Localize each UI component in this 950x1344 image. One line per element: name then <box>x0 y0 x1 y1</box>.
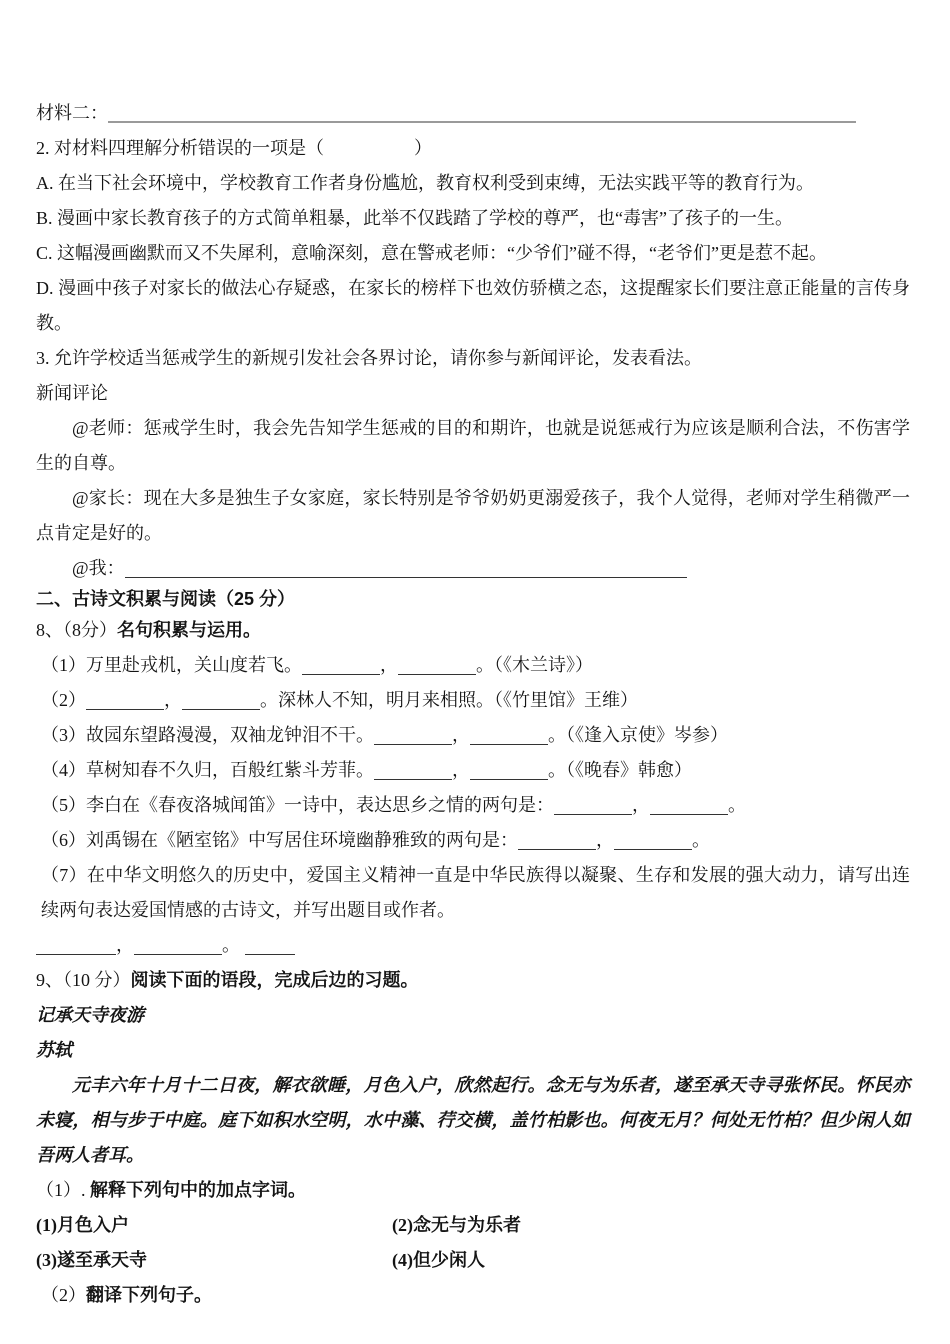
q8-item-5-post: 。 <box>728 795 746 815</box>
q8-item-1-pre: （1）万里赴戎机，关山度若飞。 <box>41 655 302 675</box>
q8-item-7: （7）在中华文明悠久的历史中，爱国主义精神一直是中华民族得以凝聚、生存和发展的强大动力，请写出连续两句表达爱国情感的古诗文，并写出题目或作者。 <box>41 865 910 920</box>
q8-item-3-pre: （3）故园东望路漫漫，双袖龙钟泪不干。 <box>41 725 374 745</box>
section-2-title: 二、古诗文积累与阅读（25 分） <box>36 589 296 609</box>
news-comment-title: 新闻评论 <box>36 383 108 403</box>
question-9-title: 阅读下面的语段，完成后边的习题。 <box>130 970 419 990</box>
passage-title: 记承天寺夜游 <box>36 1005 144 1025</box>
q8-item-2-mid: ， <box>164 690 182 710</box>
q8-item-5 <box>36 788 910 823</box>
q8-item-6-blank-1 <box>518 831 596 850</box>
q9-sub2-number: （2） <box>41 1285 86 1305</box>
q9-term-1: (1)月色入户 <box>36 1215 129 1235</box>
q8-item-7-answer-line <box>36 928 910 963</box>
question-3-stem: 3. 允许学校适当惩戒学生的新规引发社会各界讨论，请你参与新闻评论，发表看法。 <box>36 348 702 368</box>
q8-item-7-answer-end: 。 <box>222 935 240 955</box>
q8-item-4-pre: （4）草树知春不久归，百般红紫斗芳菲。 <box>41 760 374 780</box>
q9-sub1-terms-row-1 <box>36 1208 910 1243</box>
question-2-option-a: A. 在当下社会环境中，学校教育工作者身份尴尬，教育权利受到束缚，无法实践平等的教育行为。 <box>36 173 814 193</box>
material2-label: 材料二： <box>36 103 108 123</box>
q9-sub2-header <box>36 1278 910 1313</box>
q8-item-2 <box>36 683 910 718</box>
q8-item-6 <box>36 823 910 858</box>
q9-sub2-title: 翻译下列句子。 <box>86 1285 212 1305</box>
q9-term-4: (4)但少闲人 <box>392 1250 485 1270</box>
passage-author: 苏轼 <box>36 1040 72 1060</box>
q8-item-2-blank-1 <box>86 691 164 710</box>
q8-item-1-blank-2 <box>398 656 476 675</box>
q9-sub1-terms-row-2 <box>36 1243 910 1278</box>
q8-item-5-blank-2 <box>650 796 728 815</box>
question-2-option-c: C. 这幅漫画幽默而又不失犀利，意喻深刻，意在警戒老师：“少爷们”碰不得，“老爷们”更是惹不起。 <box>36 243 827 263</box>
q8-item-2-pre: （2） <box>41 690 86 710</box>
me-comment-answer-blank <box>125 559 687 578</box>
question-2-option-b: B. 漫画中家长教育孩子的方式简单粗暴，此举不仅践踏了学校的尊严，也“毒害”了孩子的一生。 <box>36 208 793 228</box>
question-8-title: 名句积累与运用。 <box>117 620 261 640</box>
question-2-stem: 2. 对材料四理解分析错误的一项是（ ） <box>36 138 432 158</box>
me-comment-line <box>36 551 910 586</box>
q8-item-1-blank-1 <box>302 656 380 675</box>
question-8-number: 8、（8分） <box>36 620 117 640</box>
q8-item-1 <box>36 648 910 683</box>
material2-answer-blank <box>108 103 856 123</box>
q8-item-3-mid: ， <box>452 725 470 745</box>
q8-item-5-blank-1 <box>554 796 632 815</box>
q9-sub1-title: 解释下列句中的加点字词。 <box>90 1180 306 1200</box>
question-2-option-d: D. 漫画中孩子对家长的做法心存疑惑，在家长的榜样下也效仿骄横之态，这提醒家长们要注意正能量的言传身教。 <box>36 278 910 333</box>
q8-item-4-blank-1 <box>374 761 452 780</box>
q9-term-3: (3)遂至承天寺 <box>36 1250 147 1270</box>
q9-sub1-header <box>36 1173 910 1208</box>
question-8-header <box>36 613 910 648</box>
q8-item-6-pre: （6）刘禹锡在《陋室铭》中写居住环境幽静雅致的两句是： <box>41 830 518 850</box>
q8-item-7-answer-mid: ， <box>116 935 134 955</box>
q8-item-1-mid: ， <box>380 655 398 675</box>
me-comment-label: @我： <box>72 558 125 578</box>
q8-item-7-blank-1 <box>36 936 116 955</box>
question-9-header <box>36 963 910 998</box>
q8-item-4-mid: ， <box>452 760 470 780</box>
q8-item-1-post: 。（《木兰诗》） <box>476 655 593 675</box>
q8-item-4-post: 。（《晚春》韩愈） <box>548 760 692 780</box>
q8-item-2-blank-2 <box>182 691 260 710</box>
q8-item-3-post: 。（《逢入京使》岑参） <box>548 725 728 745</box>
q8-item-7-blank-2 <box>134 936 222 955</box>
q8-item-3-blank-2 <box>470 726 548 745</box>
parent-comment: @家长：现在大多是独生子女家庭，家长特别是爷爷奶奶更溺爱孩子，我个人觉得，老师对学生稍微严一点肯定是好的。 <box>36 488 910 543</box>
q8-item-4-blank-2 <box>470 761 548 780</box>
q9-sub1-number: （1）. <box>36 1180 90 1200</box>
q9-term-2: (2)念无与为乐者 <box>392 1215 521 1235</box>
q8-item-7-blank-3 <box>245 936 295 955</box>
question-9-number: 9、（10 分） <box>36 970 131 990</box>
q8-item-6-post: 。 <box>692 830 710 850</box>
q8-item-6-mid: ， <box>596 830 614 850</box>
teacher-comment: @老师：惩戒学生时，我会先告知学生惩戒的目的和期许，也就是说惩戒行为应该是顺利合法，不伤害学生的自尊。 <box>36 418 910 473</box>
q8-item-2-post: 。深林人不知，明月来相照。（《竹里馆》王维） <box>260 690 638 710</box>
material2-line <box>36 96 910 131</box>
q8-item-6-blank-2 <box>614 831 692 850</box>
q8-item-3 <box>36 718 910 753</box>
passage-body: 元丰六年十月十二日夜，解衣欲睡，月色入户，欣然起行。念无与为乐者，遂至承天寺寻张怀民。怀民亦未寝，相与步于中庭。庭下如积水空明，水中藻、荇交横，盖竹柏影也。何夜无月？何处无竹柏？但少闲人如吾两人者耳。 <box>36 1075 910 1165</box>
q8-item-3-blank-1 <box>374 726 452 745</box>
q8-item-5-pre: （5）李白在《春夜洛城闻笛》一诗中，表达思乡之情的两句是： <box>41 795 554 815</box>
q8-item-5-mid: ， <box>632 795 650 815</box>
q8-item-4 <box>36 753 910 788</box>
